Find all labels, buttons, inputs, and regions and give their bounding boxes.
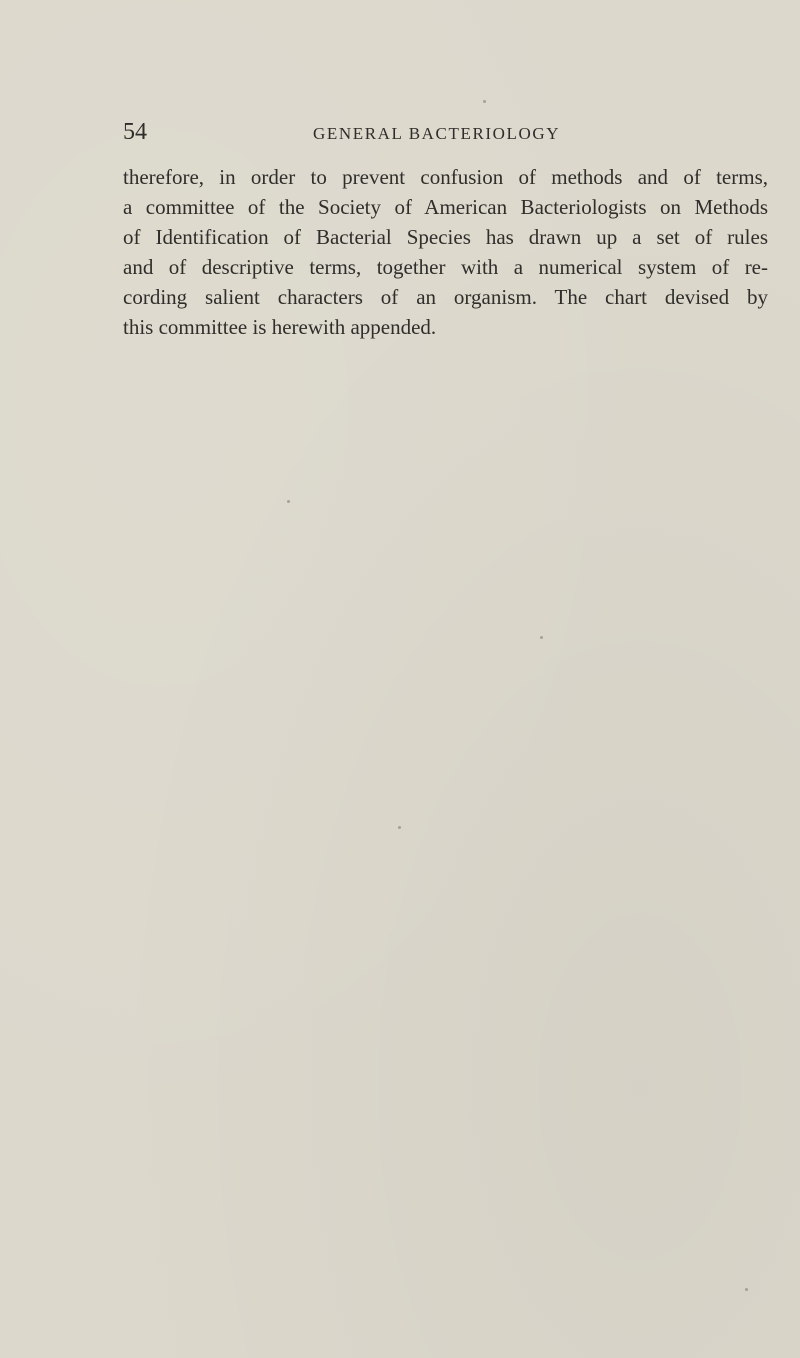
paper-speck: [398, 826, 401, 829]
paper-speck: [540, 636, 543, 639]
page-number: 54: [123, 119, 147, 145]
paper-speck: [287, 500, 290, 503]
body-paragraph: [123, 162, 768, 342]
running-head: GENERAL BACTERIOLOGY: [313, 124, 561, 143]
text-line: of Identification of Bacterial Species has drawn up a set of rules: [123, 225, 768, 249]
paper-speck: [745, 1288, 748, 1291]
paper-speck: [483, 100, 486, 103]
text-line: and of descriptive terms, together with a numerical system of re-: [123, 255, 768, 279]
text-line: this committee is herewith appended.: [123, 315, 437, 339]
text-line: cording salient characters of an organism. The chart devised by: [123, 285, 768, 309]
text-line: a committee of the Society of American Bacteriologists on Methods: [123, 195, 768, 219]
page-header: [123, 118, 768, 148]
text-line: therefore, in order to prevent confusion of methods and of terms,: [123, 165, 768, 189]
